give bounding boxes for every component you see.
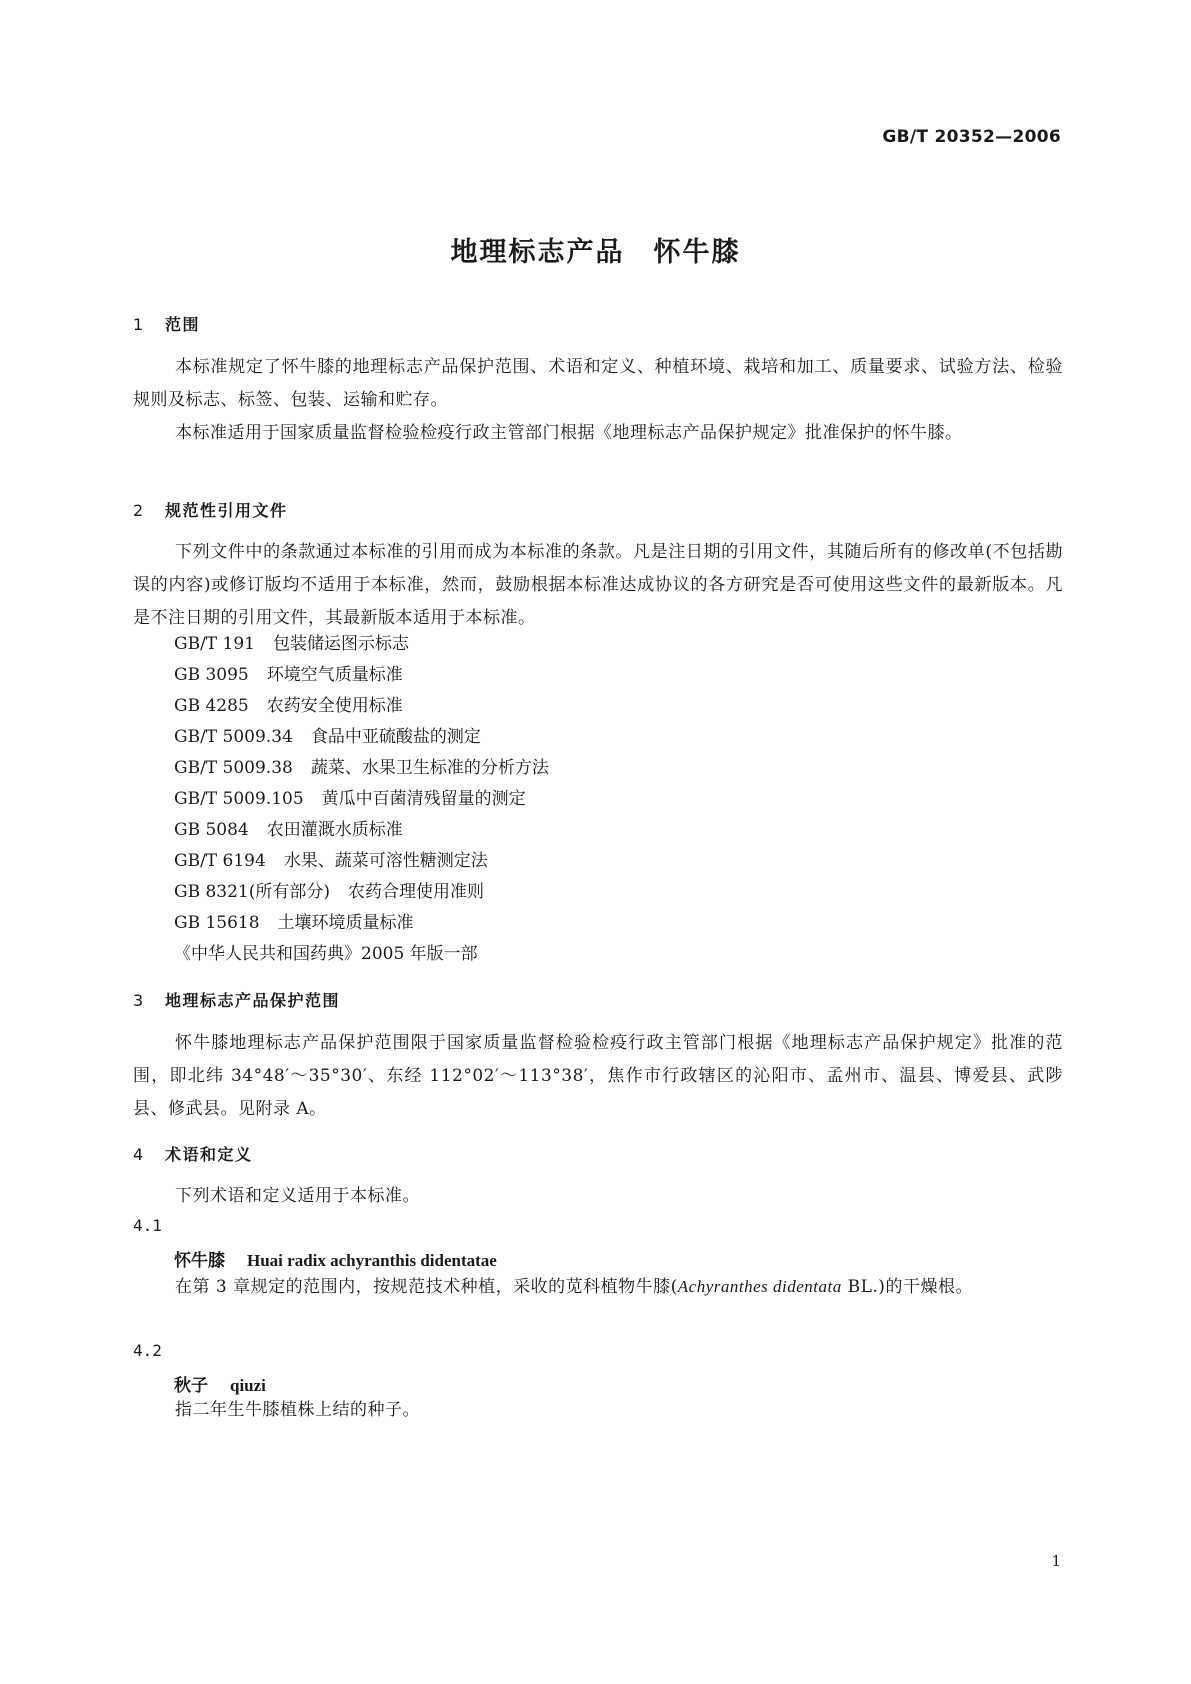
reference-item [174,845,488,878]
section-number: 2 [133,501,145,520]
reference-code: GB/T 5009.105 [174,789,304,809]
section-number: 3 [133,991,145,1010]
reference-code: GB 4285 [174,696,249,716]
section-number: 4 [133,1145,145,1164]
reference-title: 黄瓜中百菌清残留量的测定 [321,789,526,809]
term-english: qiuzi [230,1376,266,1395]
term-4-1-definition [133,1270,1063,1304]
clause-number-4-1: 4.1 [133,1216,162,1235]
reference-item [174,814,403,847]
reference-item [174,876,484,909]
reference-code: GB 3095 [174,665,249,685]
section-1-paragraph-1: 本标准规定了怀牛膝的地理标志产品保护范围、术语和定义、种植环境、栽培和加工、质量要求、试验方法、检验规则及标志、标签、包装、运输和贮存。 [133,357,1063,410]
reference-title: 农药安全使用标准 [266,696,403,716]
reference-code: GB/T 6194 [174,851,266,871]
clause-number-4-2: 4.2 [133,1341,162,1360]
reference-title: 农药合理使用准则 [348,882,485,902]
section-3-heading [133,988,340,1011]
section-title: 术语和定义 [165,1145,253,1164]
reference-item [174,721,481,754]
reference-item [174,783,526,816]
reference-item [174,907,414,940]
section-number: 1 [133,315,145,334]
reference-code: GB 15618 [174,913,260,933]
reference-code: GB 5084 [174,820,249,840]
reference-item [174,659,403,692]
section-2-heading [133,498,288,521]
reference-item [174,752,549,785]
reference-title: 包装储运图示标志 [273,634,409,654]
reference-code: GB/T 5009.34 [174,727,293,747]
section-1-heading [133,312,200,335]
section-4-paragraph-1: 下列术语和定义适用于本标准。 [175,1186,420,1206]
reference-title: 农田灌溉水质标准 [266,820,403,840]
definition-text: BL.)的干燥根。 [841,1277,973,1297]
term-chinese: 秋子 [174,1376,208,1396]
section-title: 规范性引用文件 [165,501,288,520]
term-chinese: 怀牛膝 [174,1251,225,1271]
reference-code: GB/T 5009.38 [174,758,293,778]
section-1-paragraph-2: 本标准适用于国家质量监督检验检疫行政主管部门根据《地理标志产品保护规定》批准保护的怀牛膝。 [175,423,963,443]
reference-item [174,628,409,661]
term-4-2-definition: 指二年生牛膝植株上结的种子。 [175,1400,420,1420]
reference-item [174,690,403,723]
reference-title: 食品中亚硫酸盐的测定 [310,727,481,747]
reference-title: 土壤环境质量标准 [277,913,414,933]
standard-code: GB/T 20352—2006 [882,127,1061,147]
section-3-paragraph-1: 怀牛膝地理标志产品保护范围限于国家质量监督检验检疫行政主管部门根据《地理标志产品保护规定》批准的范围，即北纬 34°48′～35°30′、东经 112°02′～113°38′，焦作市行政辖区的沁阳市、孟州市、温县、博爱县、武陟县、修武县。见附录 A。 [133,1033,1063,1119]
reference-title: 水果、蔬菜可溶性糖测定法 [283,851,488,871]
section-title: 地理标志产品保护范围 [165,991,341,1010]
document-title: 地理标志产品 怀牛膝 [450,237,741,268]
reference-item-pharmacopoeia: 《中华人民共和国药典》2005 年版一部 [174,944,478,964]
section-2-paragraph-1: 下列文件中的条款通过本标准的引用而成为本标准的条款。凡是注日期的引用文件，其随后所有的修改单(不包括勘误的内容)或修订版均不适用于本标准，然而，鼓励根据本标准达成协议的各方研究是否可使用这些文件的最新版本。凡是不注日期的引用文件，其最新版本适用于本标准。 [133,542,1063,628]
reference-title: 蔬菜、水果卫生标准的分析方法 [310,758,549,778]
page-number: 1 [1051,1552,1061,1570]
term-english: Huai radix achyranthis didentatae [247,1251,497,1270]
scientific-name: Achyranthes didentata [677,1277,842,1296]
definition-text: 在第 3 章规定的范围内，按规范技术种植，采收的苋科植物牛膝( [175,1277,678,1297]
section-4-heading [133,1142,253,1165]
reference-code: GB/T 191 [174,634,255,654]
term-4-2 [174,1371,266,1396]
reference-title: 环境空气质量标准 [266,665,403,685]
term-4-1 [174,1246,497,1271]
section-title: 范围 [165,315,201,334]
reference-code: GB 8321(所有部分) [174,882,331,902]
